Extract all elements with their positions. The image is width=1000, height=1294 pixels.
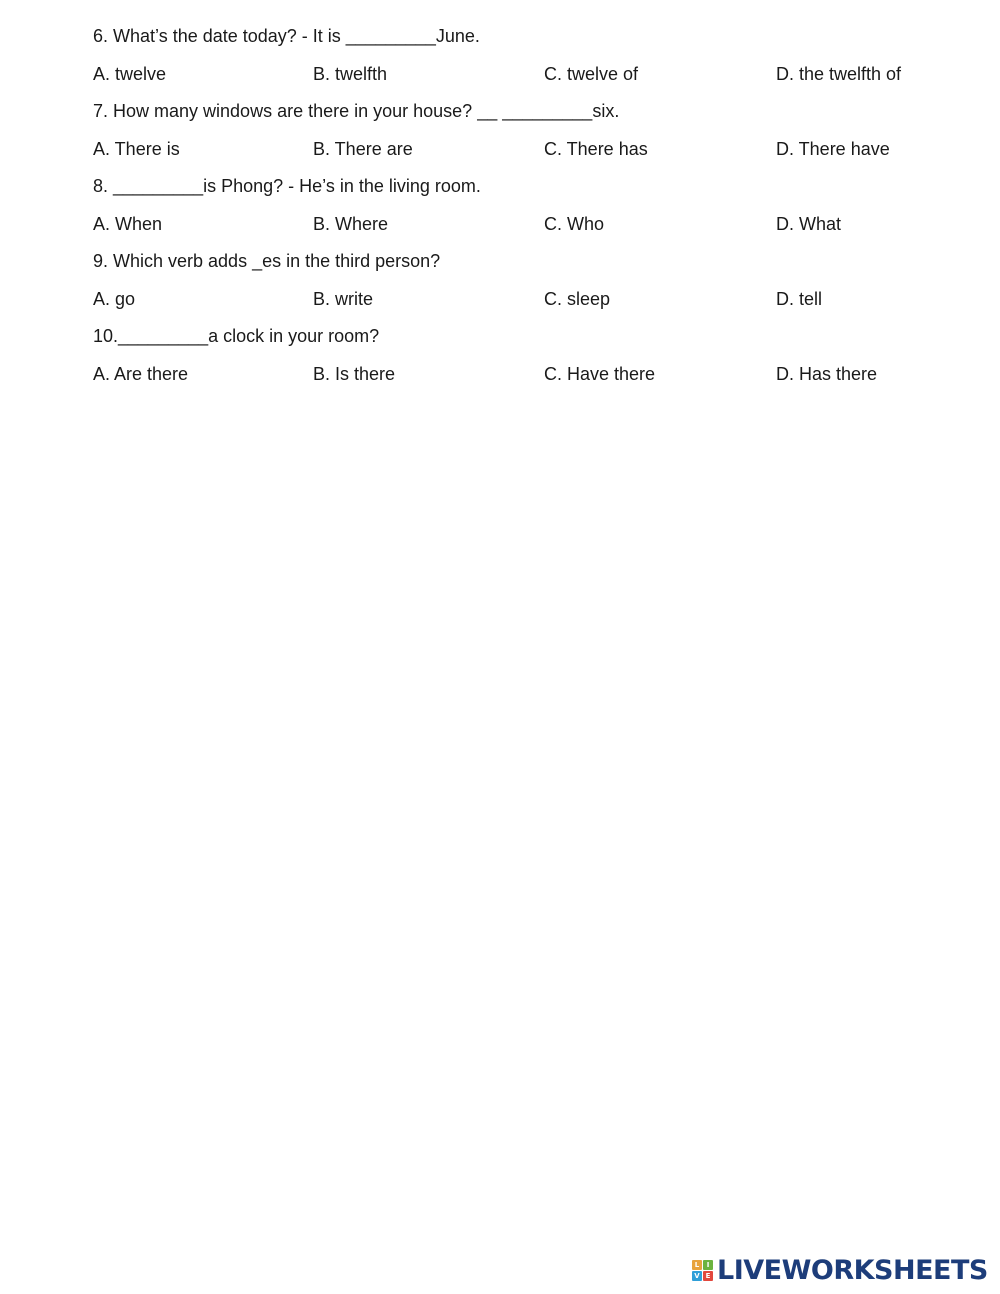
- options-row-8: [93, 206, 973, 244]
- logo-cell-e: E: [703, 1271, 713, 1281]
- question-9: 9. Which verb adds _es in the third person?: [93, 251, 441, 271]
- option-7-c[interactable]: C. There has: [544, 138, 648, 159]
- option-9-c[interactable]: C. sleep: [544, 288, 611, 309]
- option-7-a[interactable]: A. There is: [93, 138, 180, 159]
- question-6: 6. What’s the date today? - It is _________June.: [93, 26, 480, 46]
- option-9-b[interactable]: B. write: [313, 288, 374, 309]
- options-row-9: [93, 281, 973, 319]
- option-8-d[interactable]: D. What: [776, 213, 842, 234]
- option-10-b[interactable]: B. Is there: [313, 363, 396, 384]
- logo-wordmark: LIVEWORKSHEETS: [717, 1254, 988, 1286]
- option-7-b[interactable]: B. There are: [313, 138, 413, 159]
- option-6-d[interactable]: D. the twelfth of: [776, 63, 902, 84]
- option-10-d[interactable]: D. Has there: [776, 363, 878, 384]
- option-10-c[interactable]: C. Have there: [544, 363, 656, 384]
- logo-cell-l: L: [692, 1260, 702, 1270]
- options-row-10: [93, 356, 973, 394]
- option-9-d[interactable]: D. tell: [776, 288, 823, 309]
- option-8-b[interactable]: B. Where: [313, 213, 389, 234]
- option-6-a[interactable]: A. twelve: [93, 63, 167, 84]
- question-8: 8. _________is Phong? - He’s in the living room.: [93, 176, 481, 196]
- option-6-c[interactable]: C. twelve of: [544, 63, 639, 84]
- logo-cell-i: I: [703, 1260, 713, 1270]
- question-7: 7. How many windows are there in your house? __ _________six.: [93, 101, 620, 121]
- options-row-7: [93, 131, 973, 169]
- options-row-6: [93, 56, 973, 94]
- logo-cell-v: V: [692, 1271, 702, 1281]
- worksheet-page: [93, 18, 973, 393]
- liveworksheets-logo-icon: [692, 1260, 713, 1281]
- option-7-d[interactable]: D. There have: [776, 138, 890, 159]
- liveworksheets-logo: [692, 1254, 988, 1286]
- option-8-c[interactable]: C. Who: [544, 213, 605, 234]
- option-8-a[interactable]: A. When: [93, 213, 163, 234]
- question-10: 10._________a clock in your room?: [93, 326, 380, 346]
- option-9-a[interactable]: A. go: [93, 288, 136, 309]
- option-10-a[interactable]: A. Are there: [93, 363, 189, 384]
- option-6-b[interactable]: B. twelfth: [313, 63, 388, 84]
